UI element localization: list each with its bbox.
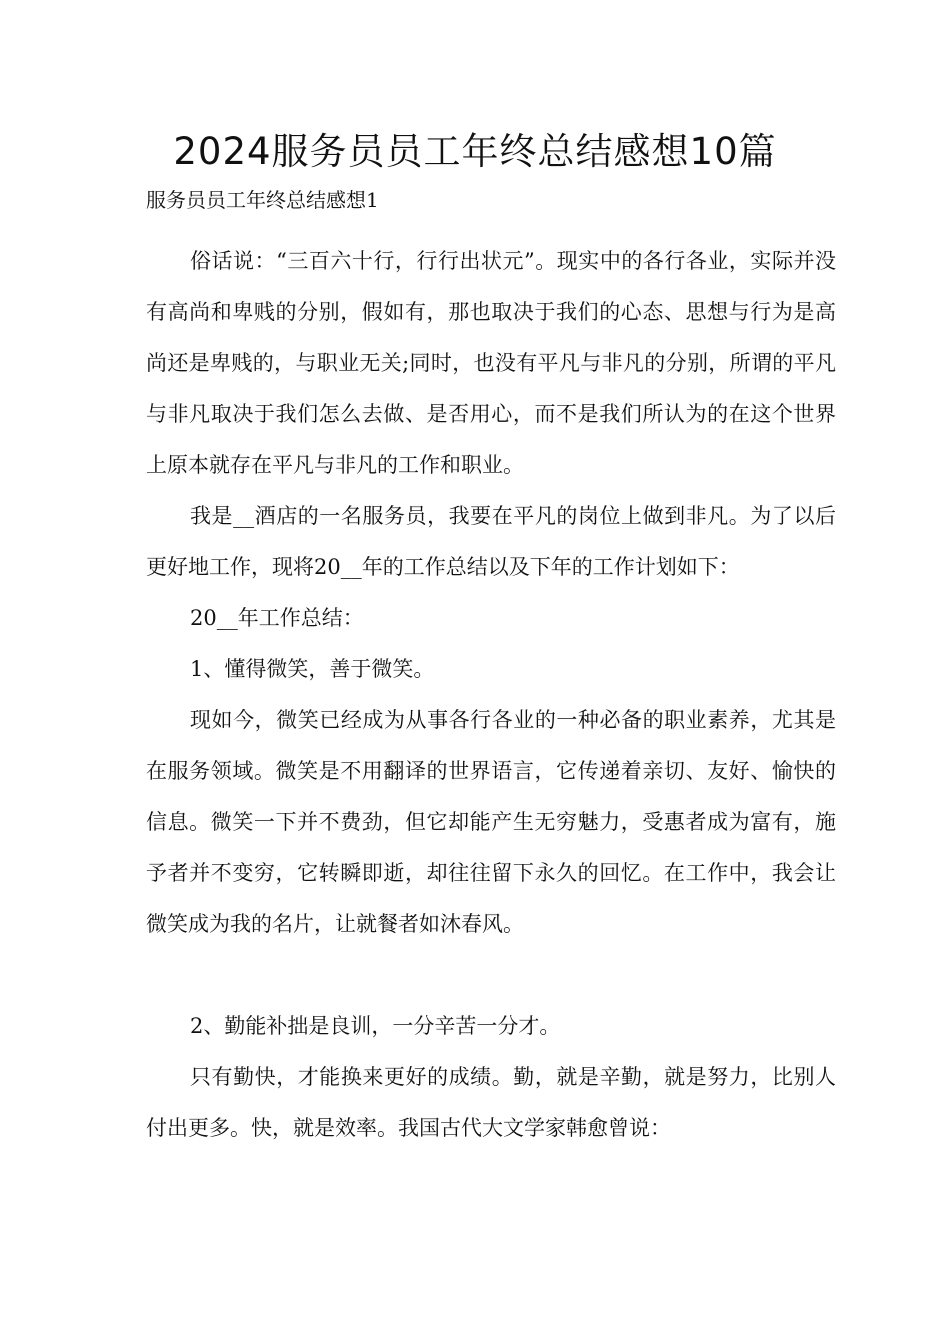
paragraph: 俗话说：“三百六十行，行行出状元”。现实中的各行各业，实际并没有高尚和卑贱的分别，假如有，那也取决于我们的心态、思想与行为是高尚还是卑贱的，与职业无关;同时，也没有平凡与非凡的分别，所谓的平凡与非凡取决于我们怎么去做、是否用心，而不是我们所认为的在这个世界上原本就存在平凡与非凡的工作和职业。 [146, 249, 836, 477]
paragraph: 我是__酒店的一名服务员，我要在平凡的岗位上做到非凡。为了以后更好地工作，现将20__年的工作总结以及下年的工作计划如下： [146, 504, 836, 579]
document-title: 2024服务员员工年终总结感想10篇 [173, 130, 777, 173]
paragraph: 2、勤能补拙是良训，一分辛苦一分才。 [190, 1014, 561, 1038]
document-body [146, 236, 836, 1154]
paragraph: 20__年工作总结： [190, 606, 364, 630]
paragraph: 现如今，微笑已经成为从事各行各业的一种必备的职业素养，尤其是在服务领域。微笑是不用翻译的世界语言，它传递着亲切、友好、愉快的信息。微笑一下并不费劲，但它却能产生无穷魅力，受惠者成为富有，施予者并不变穷，它转瞬即逝，却往往留下永久的回忆。在工作中，我会让微笑成为我的名片，让就餐者如沐春风。 [146, 708, 836, 936]
section-heading: 服务员员工年终总结感想1 [146, 188, 379, 212]
paragraph: 1、懂得微笑，善于微笑。 [190, 657, 435, 681]
paragraph: 只有勤快，才能换来更好的成绩。勤，就是辛勤，就是努力，比别人付出更多。快，就是效率。我国古代大文学家韩愈曾说： [146, 1065, 836, 1140]
